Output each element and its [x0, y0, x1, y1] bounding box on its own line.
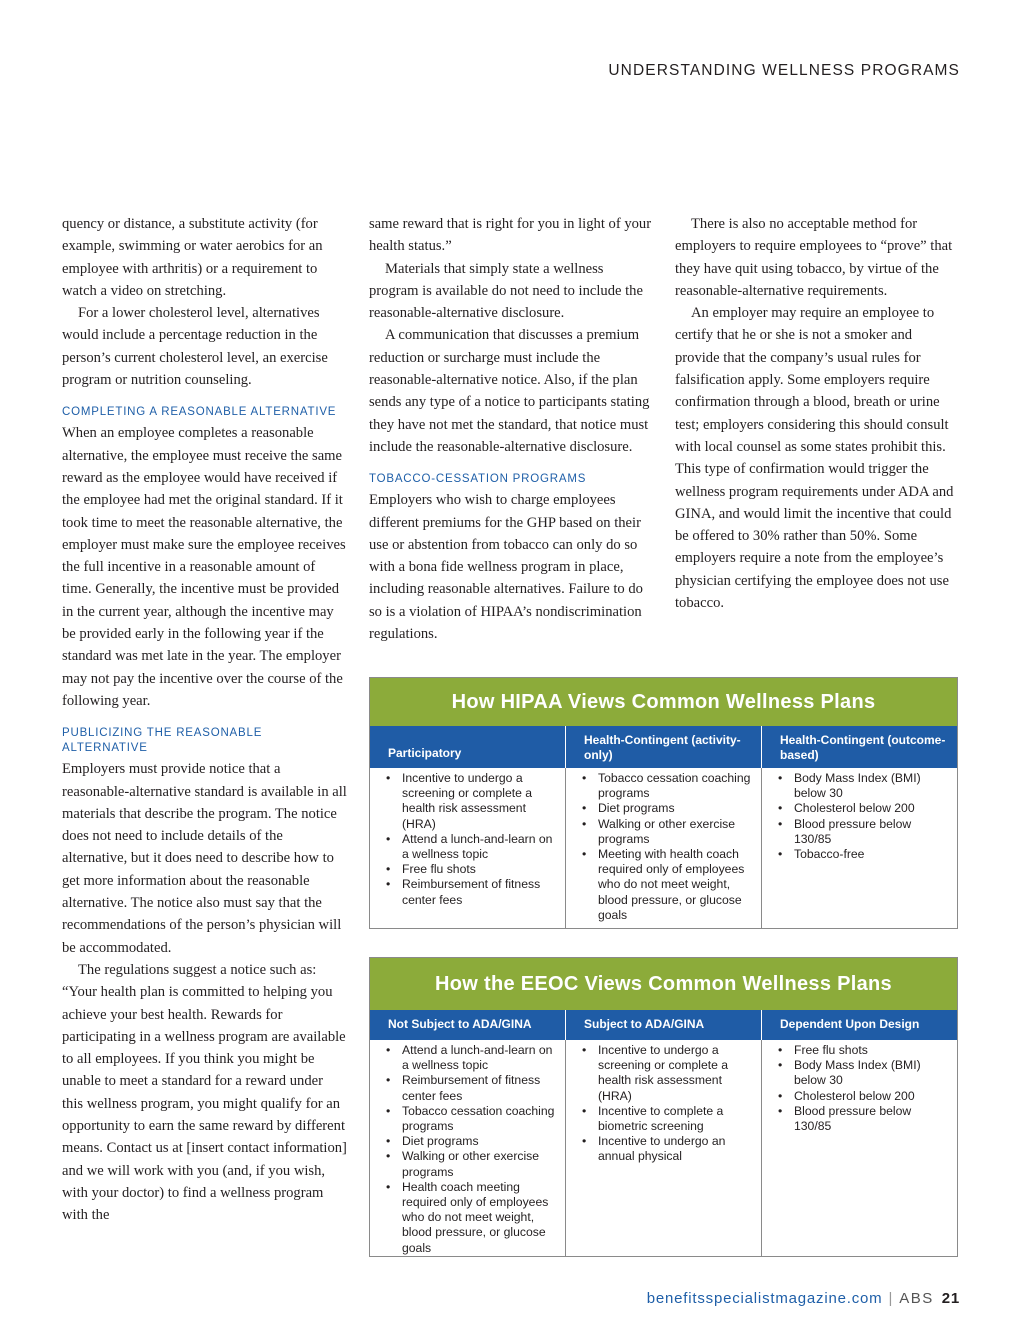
list-item: • Diet programs — [598, 801, 755, 816]
text-column-1 — [62, 213, 347, 1226]
paragraph: An employer may require an employee to certify that he or she is not a smoker and provide that the company’s usual rules for falsification apply. Some employers require confirmation through a blood, breath or urine test; employers considering this should consult with local counsel as some states prohibit this. This type of confirmation would trigger the wellness program requirements under ADA and GINA, and would limit the incentive that could be offered to 30% rather than 50%. Some employers require a note from the employee’s physician certifying the employee does not use tobacco. — [675, 305, 954, 612]
text-column-2 — [369, 213, 653, 645]
list-item: • Diet programs — [402, 1134, 559, 1149]
list-item: • Free flu shots — [794, 1043, 951, 1058]
list-item: • Blood pressure below 130/85 — [794, 1104, 951, 1134]
text-column-3 — [675, 213, 960, 614]
list-item: • Reimbursement of fitness center fees — [402, 1073, 559, 1103]
list-item: • Health coach meeting required only of employees who do not meet weight, blood pressure, or glucose goals — [402, 1180, 559, 1256]
eeoc-table-body — [370, 1040, 957, 1256]
list-item: • Meeting with health coach required only of employees who do not meet weight, blood pressure, or glucose goals — [598, 847, 755, 923]
list-item: • Walking or other exercise programs — [402, 1149, 559, 1179]
list-item: • Tobacco cessation coaching programs — [598, 771, 755, 801]
paragraph: A communication that discusses a premium reduction or surcharge must include the reasonable-alternative notice. Also, if the plan sends any type of a notice to participants stating they have not met the standard, that notice must include the reasonable-alternative disclosure. — [369, 327, 650, 455]
hipaa-table-header — [370, 726, 957, 768]
page-footer — [647, 1290, 960, 1307]
paragraph: When an employee completes a reasonable alternative, the employee must receive the same reward as the employee would have received if the employee had met the original standard. If it took time to meet the reasonable alternative, the employer must make sure the employee receives the full incentive in a reasonable amount of time. Generally, the incentive must be provided in the current year, although the incentive may be provided early in the following year if the standard was met late in the year. The employer may not pay the incentive over the course of the following year. — [62, 425, 346, 709]
hipaa-header-cell: Health-Contingent (activity-only) — [565, 726, 761, 768]
paragraph: Materials that simply state a wellness program is available do not need to include the reasonable-alternative disclosure. — [369, 260, 643, 322]
subheading-tobacco: TOBACCO-CESSATION PROGRAMS — [369, 473, 587, 486]
hipaa-column — [370, 768, 565, 928]
list-item: • Walking or other exercise programs — [598, 817, 755, 847]
footer-magazine-name: ABS — [899, 1290, 934, 1307]
subheading-publicizing: PUBLICIZING THE REASONABLE ALTERNATIVE — [62, 727, 263, 755]
list-item: • Reimbursement of fitness center fees — [402, 877, 559, 907]
list-item: • Cholesterol below 200 — [794, 1089, 951, 1104]
list-item: • Body Mass Index (BMI) below 30 — [794, 771, 951, 801]
eeoc-table — [369, 957, 958, 1257]
list-item: • Free flu shots — [402, 862, 559, 877]
eeoc-header-cell: Subject to ADA/GINA — [565, 1010, 761, 1040]
list-item: • Tobacco-free — [794, 847, 951, 862]
page-number: 21 — [941, 1290, 960, 1307]
running-header: UNDERSTANDING WELLNESS PROGRAMS — [608, 62, 960, 79]
paragraph: There is also no acceptable method for employers to require employees to “prove” that they have quit using tobacco, by virtue of the reasonable-alternative requirements. — [675, 216, 953, 299]
hipaa-table-body — [370, 768, 957, 928]
hipaa-header-cell: Participatory — [388, 746, 462, 760]
list-item: • Blood pressure below 130/85 — [794, 817, 951, 847]
paragraph: For a lower cholesterol level, alternatives would include a percentage reduction in the person’s current cholesterol level, an exercise program or nutrition counseling. — [62, 305, 328, 389]
list-item: • Incentive to complete a biometric screening — [598, 1104, 755, 1134]
paragraph: Employers who wish to charge employees different premiums for the GHP based on their use or abstention from tobacco can only do so with a bona fide wellness program in place, including reasonable alternatives. Failure to do so is a violation of HIPAA’s nondiscrimination regulations. — [369, 492, 643, 643]
list-item: • Attend a lunch-and-learn on a wellness topic — [402, 832, 559, 862]
eeoc-column — [761, 1040, 957, 1256]
paragraph: quency or distance, a substitute activity (for example, swimming or water aerobics for an employee with arthritis) or a requirement to watch a video on stretching. — [62, 216, 323, 299]
hipaa-column — [761, 768, 957, 928]
hipaa-header-cell: Health-Contingent (outcome-based) — [761, 726, 957, 768]
hipaa-table — [369, 677, 958, 929]
footer-website-link[interactable]: benefitsspecialistmagazine.com — [646, 1290, 883, 1307]
list-item: • Tobacco cessation coaching programs — [402, 1104, 559, 1134]
hipaa-table-title: How HIPAA Views Common Wellness Plans — [370, 678, 957, 726]
footer-separator: | — [888, 1290, 894, 1307]
paragraph: Employers must provide notice that a reasonable-alternative standard is available in all materials that describe the program. The notice does not need to include details of the alternative, but it does need to describe how to get more information about the reasonable alternative. The notice also must say that the recommendations of the person’s physician will be accommodated. — [62, 761, 347, 956]
eeoc-column — [565, 1040, 761, 1256]
list-item: • Body Mass Index (BMI) below 30 — [794, 1058, 951, 1088]
paragraph: The regulations suggest a notice such as: “Your health plan is committed to helping you achieve your best health. Rewards for participating in a wellness program are available to all employees. If you think you might be unable to meet a standard for a reward under this wellness program, you might qualify for an opportunity to earn the same reward by different means. Contact us at [insert contact information] and we will work with you (and, if you wish, with your doctor) to find a wellness program with the — [62, 961, 347, 1224]
eeoc-header-cell: Not Subject to ADA/GINA — [388, 1017, 532, 1031]
subheading-completing: COMPLETING A REASONABLE ALTERNATIVE — [62, 406, 337, 419]
eeoc-table-header — [370, 1010, 957, 1040]
eeoc-table-title: How the EEOC Views Common Wellness Plans — [370, 958, 957, 1010]
hipaa-column — [565, 768, 761, 928]
list-item: • Attend a lunch-and-learn on a wellness topic — [402, 1043, 559, 1073]
list-item: • Cholesterol below 200 — [794, 801, 951, 816]
eeoc-header-cell: Dependent Upon Design — [761, 1010, 957, 1040]
paragraph: same reward that is right for you in light of your health status.” — [369, 216, 652, 255]
list-item: • Incentive to undergo a screening or complete a health risk assessment (HRA) — [598, 1043, 755, 1104]
list-item: • Incentive to undergo a screening or complete a health risk assessment (HRA) — [402, 771, 559, 832]
list-item: • Incentive to undergo an annual physical — [598, 1134, 755, 1164]
eeoc-column — [370, 1040, 565, 1256]
